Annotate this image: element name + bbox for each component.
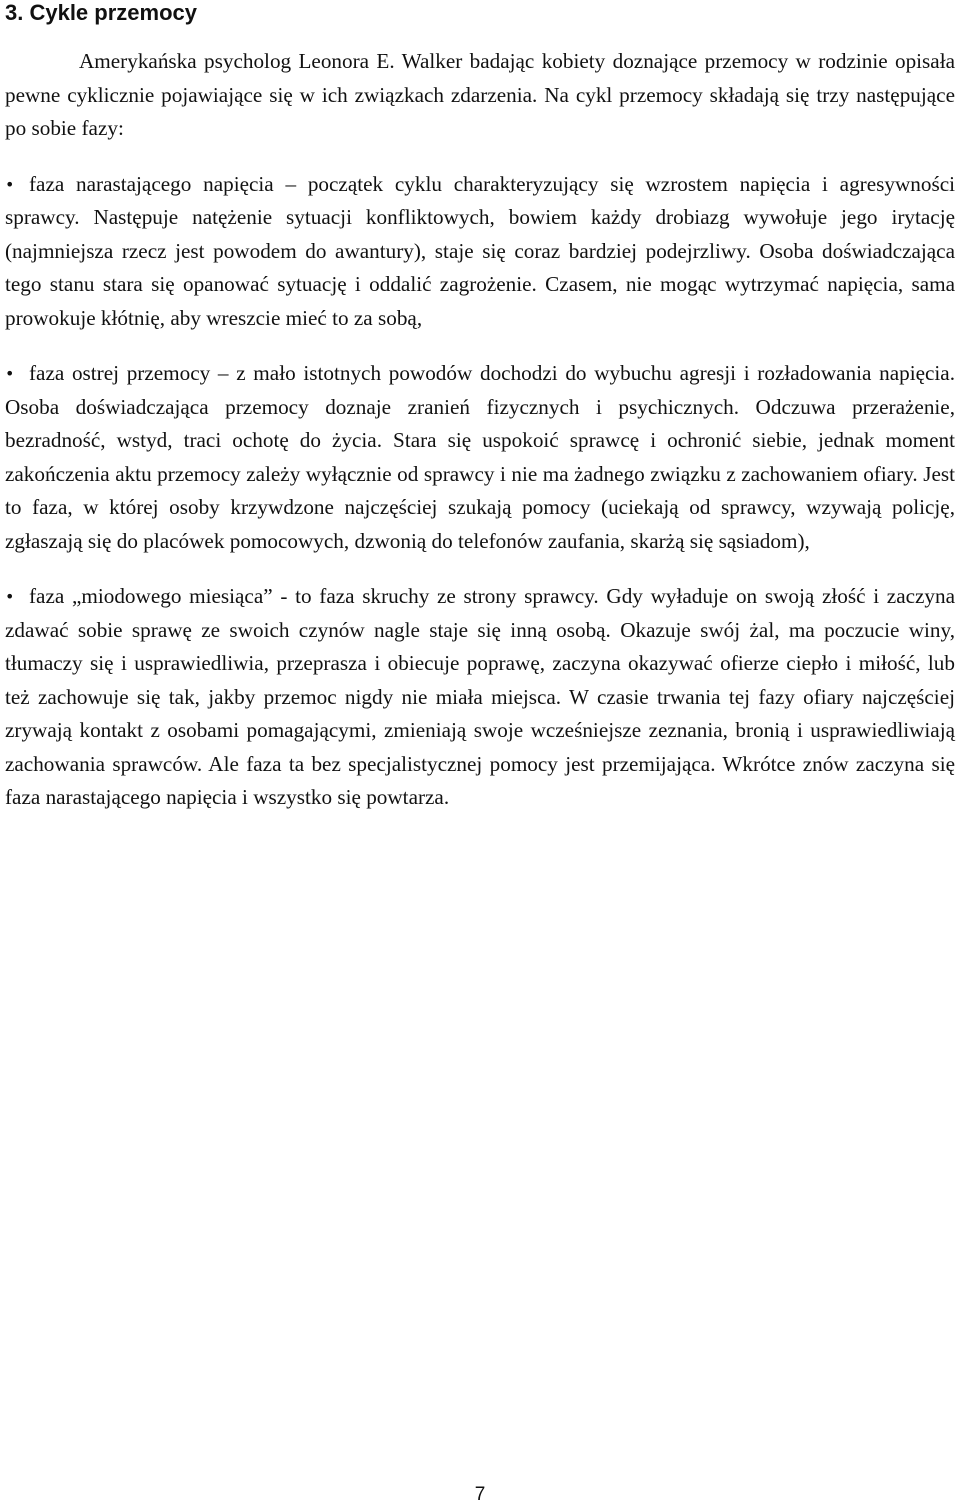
bullet-icon: • — [5, 364, 15, 383]
phase-text: faza narastającego napięcia – początek cyklu charakteryzujący się wzrostem napięcia i agresywności sprawcy. Następuje natężenie sytuacji konfliktowych, bowiem każdy drobiazg wywołuje jego irytację (najmniejsza rzecz jest powodem do awantury), staje się coraz bardziej podejrzliwy. Osoba doświadczająca tego stanu stara się opanować sytuację i oddalić zagrożenie. Czasem, nie mogąc wytrzymać napięcia, sama prowokuje kłótnię, aby wreszcie mieć to za sobą, — [5, 171, 955, 330]
phase-text: faza ostrej przemocy – z mało istotnych powodów dochodzi do wybuchu agresji i rozładowania napięcia. Osoba doświadczająca przemocy doznaje zranień fizycznych i psychicznych. Odczuwa przerażenie, bezradność, wstyd, traci ochotę do życia. Stara się uspokoić sprawcę i ochronić siebie, jednak moment zakończenia aktu przemocy zależy wyłącznie od sprawcy i nie ma żadnego związku z zachowaniem ofiary. Jest to faza, w której osoby krzywdzone najczęściej szukają pomocy (uciekają od sprawcy, wzywają policję, zgłaszają się do placówek pomocowych, dzwonią do telefonów zaufania, skarżą się sąsiadom), — [5, 361, 955, 553]
section-heading: 3. Cykle przemocy — [5, 0, 197, 25]
document-body — [5, 45, 955, 815]
bullet-icon: • — [5, 587, 15, 606]
phase-honeymoon — [5, 580, 955, 815]
phase-text: faza „miodowego miesiąca” - to faza skruchy ze strony sprawcy. Gdy wyładuje on swoją złość i zaczyna zdawać sobie sprawę ze swoich czynów nagle staje się inną osobą. Okazuje swój żal, ma poczucie winy, tłumaczy się i usprawiedliwia, przeprasza i obiecuje poprawę, zaczyna okazywać ofierze ciepło i miłość, lub też zachowuje się tak, jakby przemoc nigdy nie miała miejsca. W czasie trwania tej fazy ofiary najczęściej zrywają kontakt z osobami pomagającymi, zmieniają swoje wcześniejsze zeznania, bronią i usprawiedliwiają zachowania sprawców. Ale faza ta bez specjalistycznej pomocy jest przemijająca. Wkrótce znów zaczyna się faza narastającego napięcia i wszystko się powtarza. — [5, 584, 955, 809]
bullet-icon: • — [5, 174, 15, 194]
violence-phases-list — [5, 168, 955, 815]
phase-acute-violence — [5, 357, 955, 558]
phase-tension-building — [5, 168, 955, 336]
intro-paragraph: Amerykańska psycholog Leonora E. Walker badając kobiety doznające przemocy w rodzinie opisała pewne cyklicznie pojawiające się w ich związkach zdarzenia. Na cykl przemocy składają się trzy następujące po sobie fazy: — [5, 49, 955, 140]
page-number: 7 — [474, 1484, 486, 1505]
